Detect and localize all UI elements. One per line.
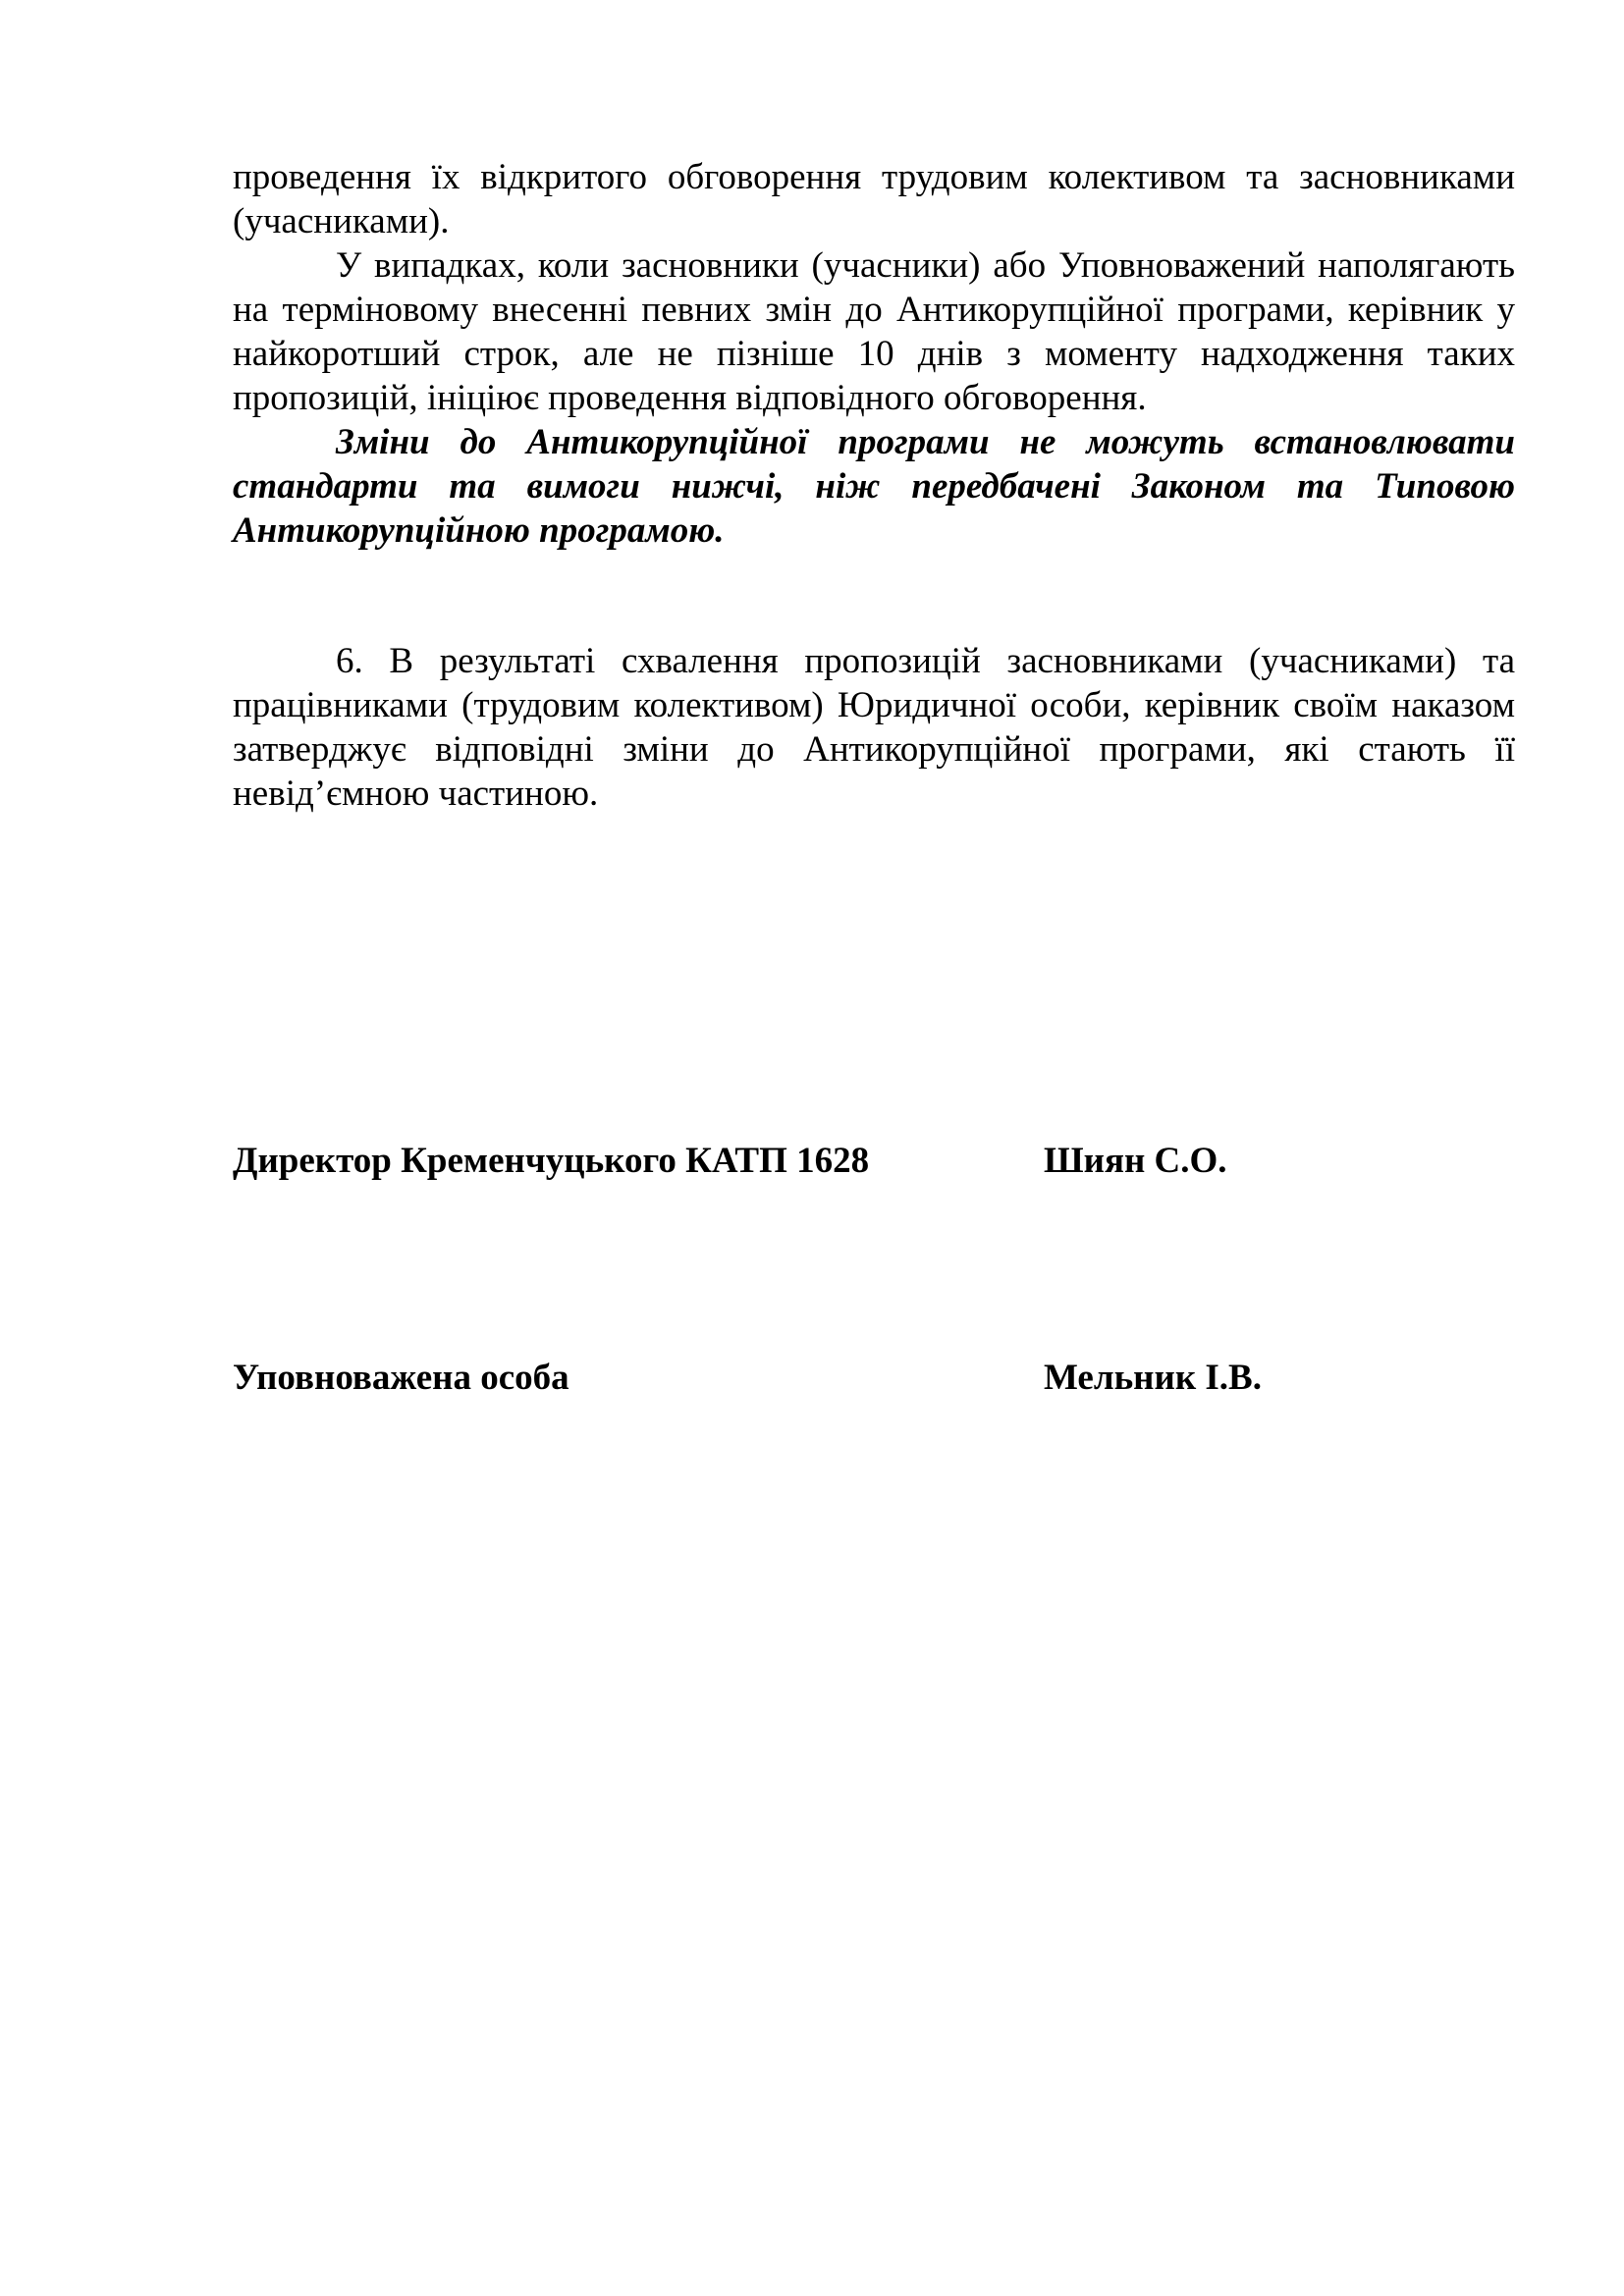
paragraph-open-discussion: проведення їх відкритого обговорення трудовим колективом та засновниками (учасниками).: [233, 157, 1515, 241]
body-text-block-2: [233, 639, 1515, 816]
body-text-block: [233, 155, 1515, 553]
signature-title: Уповноважена особа: [233, 1358, 569, 1398]
paragraph-approval-order: 6. В результаті схвалення пропозицій засновниками (учасниками) та працівниками (трудовим колективом) Юридичної особи, керівник своїм наказом затверджує відповідні зміни до Антикорупційної програми, які стають її невід’ємною частиною.: [233, 641, 1515, 814]
signature-row-authorized-person: [233, 1356, 1515, 1400]
signature-title: Директор Кременчуцького КАТП 1628: [233, 1141, 870, 1181]
paragraph-urgent-changes: У випадках, коли засновники (учасники) або Уповноважений наполягають на терміновому внесенні певних змін до Антикорупційної програми, керівник у найкоротший строк, але не пізніше 10 днів з моменту надходження таких пропозицій, ініціює проведення відповідного обговорення.: [233, 245, 1515, 418]
paragraph-changes-standards: Зміни до Антикорупційної програми не можуть встановлювати стандарти та вимоги нижчі, ніж передбачені Законом та Типовою Антикорупційною програмою.: [233, 422, 1515, 551]
signature-name: Мельник І.В.: [1044, 1358, 1262, 1398]
signature-row-director: [233, 1139, 1515, 1183]
signature-name: Шиян С.О.: [1044, 1141, 1227, 1181]
